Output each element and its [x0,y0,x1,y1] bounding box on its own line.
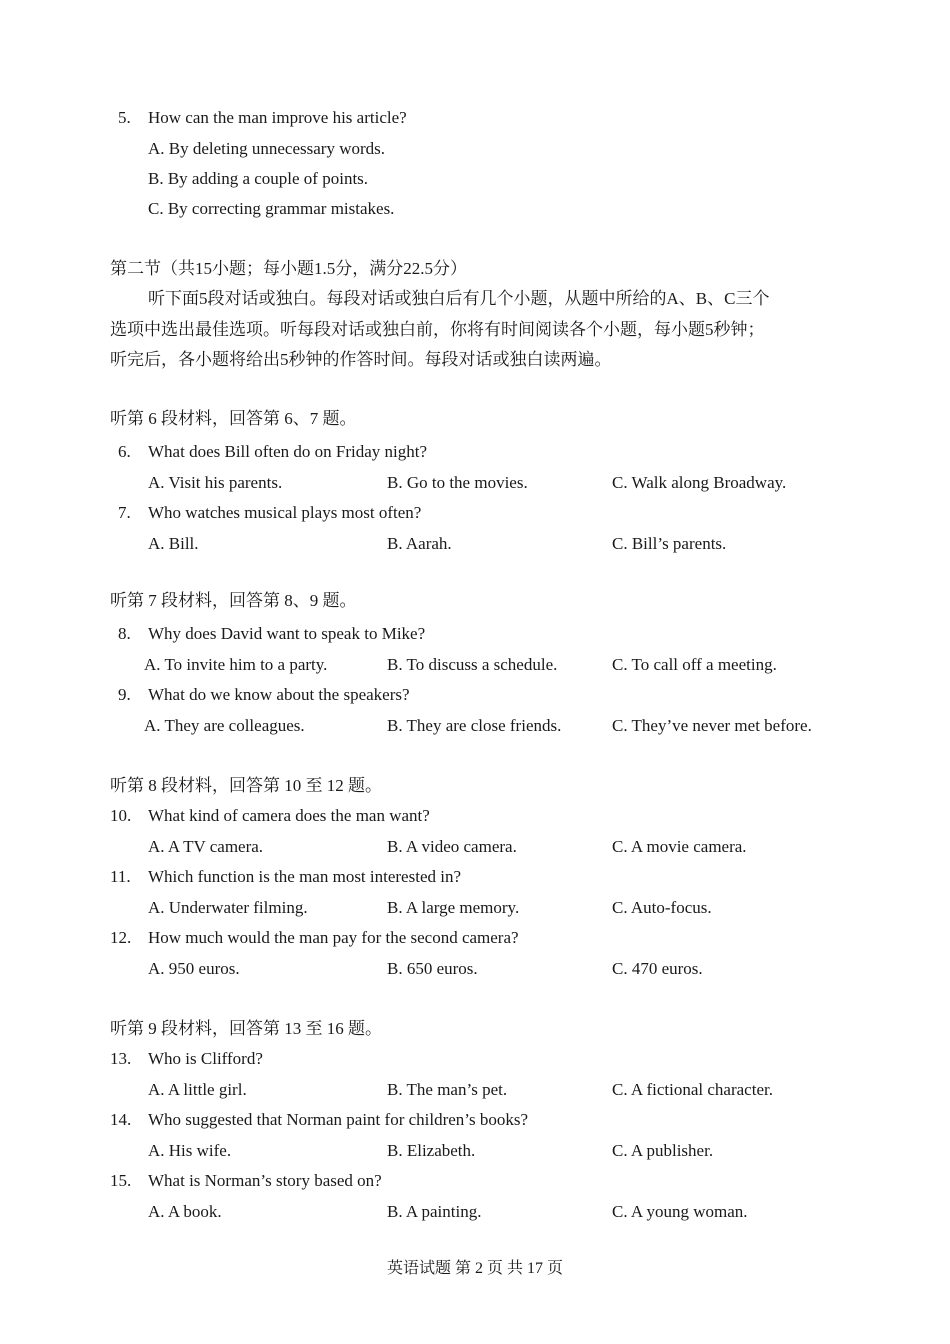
option-c: C. A young woman. [612,1202,748,1221]
option-c: C. Auto-focus. [612,898,712,917]
option-b: B. A large memory. [387,898,520,917]
question-number: 15. [110,1171,132,1190]
question-text: How can the man improve his article? [148,108,407,127]
group-heading: 听第 7 段材料，回答第 8、9 题。 [110,591,357,610]
option-a: A. By deleting unnecessary words. [148,139,386,158]
option-b: B. To discuss a schedule. [387,655,558,674]
instruction-line-1: 听下面5段对话或独白。每段对话或独白后有几个小题，从题中所给的A、B、C三个 [148,289,770,308]
question-number: 9. [118,685,131,704]
group-heading: 听第 6 段材料，回答第 6、7 题。 [110,409,357,428]
option-b: B. Elizabeth. [387,1141,476,1160]
question-text: What does Bill often do on Friday night? [148,442,428,461]
option-a: A. Visit his parents. [148,473,283,492]
instruction-line-3: 听完后，各小题将给出5秒钟的作答时间。每段对话或独白读两遍。 [110,350,612,369]
option-a: A. They are colleagues. [144,716,305,735]
question-text: Who watches musical plays most often? [148,503,422,522]
option-a: A. A TV camera. [148,837,264,856]
option-c: C. 470 euros. [612,959,703,978]
page-footer: 英语试题 第 2 页 共 17 页 [386,1260,563,1277]
option-a: A. Bill. [148,534,199,553]
option-b: B. Go to the movies. [387,473,528,492]
option-c: C. By correcting grammar mistakes. [148,199,395,218]
question-text: Why does David want to speak to Mike? [148,624,426,643]
instruction-line-2: 选项中选出最佳选项。听每段对话或独白前，你将有时间阅读各个小题，每小题5秒钟； [110,320,765,339]
section-title: 第二节（共15小题；每小题1.5分，满分22.5分） [110,259,467,278]
question-text: What do we know about the speakers? [148,685,410,704]
option-c: C. A publisher. [612,1141,714,1160]
group-heading: 听第 8 段材料，回答第 10 至 12 题。 [110,776,382,795]
question-number: 14. [110,1110,132,1129]
question-number: 8. [118,624,131,643]
question-number: 11. [110,867,131,886]
question-text: Who suggested that Norman paint for children’s books? [148,1110,529,1129]
question-number: 10. [110,806,132,825]
option-a: A. 950 euros. [148,959,240,978]
option-a: A. Underwater filming. [148,898,308,917]
question-number: 12. [110,928,132,947]
option-a: A. A book. [148,1202,222,1221]
question-number: 5. [118,108,131,127]
option-c: C. Walk along Broadway. [612,473,787,492]
option-b: B. They are close friends. [387,716,562,735]
question-number: 13. [110,1049,132,1068]
option-b: B. Aarah. [387,534,452,553]
question-number: 6. [118,442,131,461]
option-c: C. A fictional character. [612,1080,773,1099]
option-b: B. A painting. [387,1202,482,1221]
option-b: B. A video camera. [387,837,517,856]
option-c: C. They’ve never met before. [612,716,812,735]
option-b: B. 650 euros. [387,959,478,978]
option-c: C. Bill’s parents. [612,534,727,553]
option-b: B. By adding a couple of points. [148,169,369,188]
question-number: 7. [118,503,131,522]
question-text: What is Norman’s story based on? [148,1171,382,1190]
question-text: Which function is the man most interested in? [148,867,462,886]
question-text: What kind of camera does the man want? [148,806,430,825]
option-a: A. To invite him to a party. [144,655,328,674]
option-a: A. His wife. [148,1141,232,1160]
option-c: C. To call off a meeting. [612,655,777,674]
option-c: C. A movie camera. [612,837,747,856]
option-b: B. The man’s pet. [387,1080,508,1099]
question-text: How much would the man pay for the second camera? [148,928,519,947]
group-heading: 听第 9 段材料，回答第 13 至 16 题。 [110,1019,382,1038]
option-a: A. A little girl. [148,1080,247,1099]
question-text: Who is Clifford? [148,1049,263,1068]
